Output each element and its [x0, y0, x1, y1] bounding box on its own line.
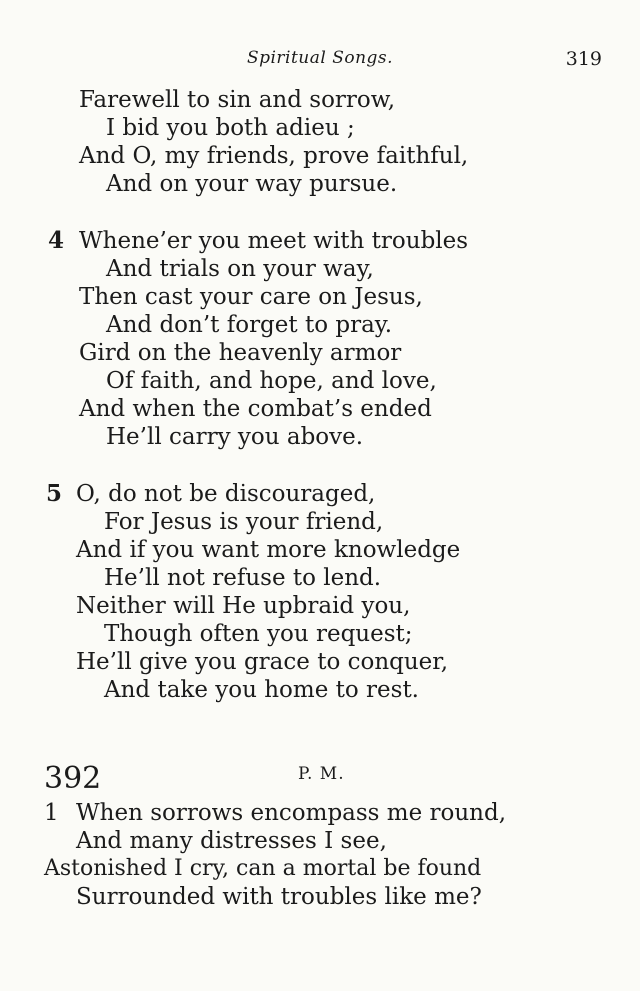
stanza-number: 4 — [48, 227, 65, 254]
hymn-meter: P. M. — [298, 764, 345, 784]
page-number: 319 — [565, 48, 602, 70]
verse-line: Surrounded with troubles like me? — [76, 884, 482, 910]
verse-line: Farewell to sin and sorrow, — [79, 87, 396, 113]
verse-line: Though often you request; — [104, 621, 413, 647]
verse-line: He’ll not refuse to lend. — [104, 565, 382, 591]
verse-line: Then cast your care on Jesus, — [79, 284, 423, 310]
verse-line: And on your way pursue. — [106, 171, 398, 197]
verse-line: Astonished I cry, can a mortal be found — [44, 856, 482, 881]
verse-line: And O, my friends, prove faithful, — [79, 143, 469, 169]
verse-line: And trials on your way, — [106, 256, 374, 282]
verse-line: Of faith, and hope, and love, — [106, 368, 437, 394]
verse-line: Gird on the heavenly armor — [79, 340, 402, 366]
verse-line: I bid you both adieu ; — [106, 115, 355, 141]
verse-line: Neither will He upbraid you, — [76, 593, 411, 619]
verse-line: And don’t forget to pray. — [106, 312, 393, 338]
verse-line: When sorrows encompass me round, — [76, 800, 507, 826]
verse-line: He’ll carry you above. — [106, 424, 364, 450]
verse-line: For Jesus is your friend, — [104, 509, 384, 535]
stanza-number: 5 — [46, 480, 63, 507]
running-header: Spiritual Songs. — [246, 48, 394, 68]
hymn-number: 392 — [44, 761, 102, 796]
verse-line: And take you home to rest. — [104, 677, 419, 703]
verse-line: O, do not be discouraged, — [76, 481, 376, 507]
verse-line: And if you want more knowledge — [76, 537, 461, 563]
verse-line: Whene’er you meet with troubles — [79, 228, 469, 254]
stanza-number: 1 — [44, 800, 59, 826]
verse-line: And when the combat’s ended — [79, 396, 432, 422]
verse-line: And many distresses I see, — [76, 828, 387, 854]
verse-line: He’ll give you grace to conquer, — [76, 649, 449, 675]
